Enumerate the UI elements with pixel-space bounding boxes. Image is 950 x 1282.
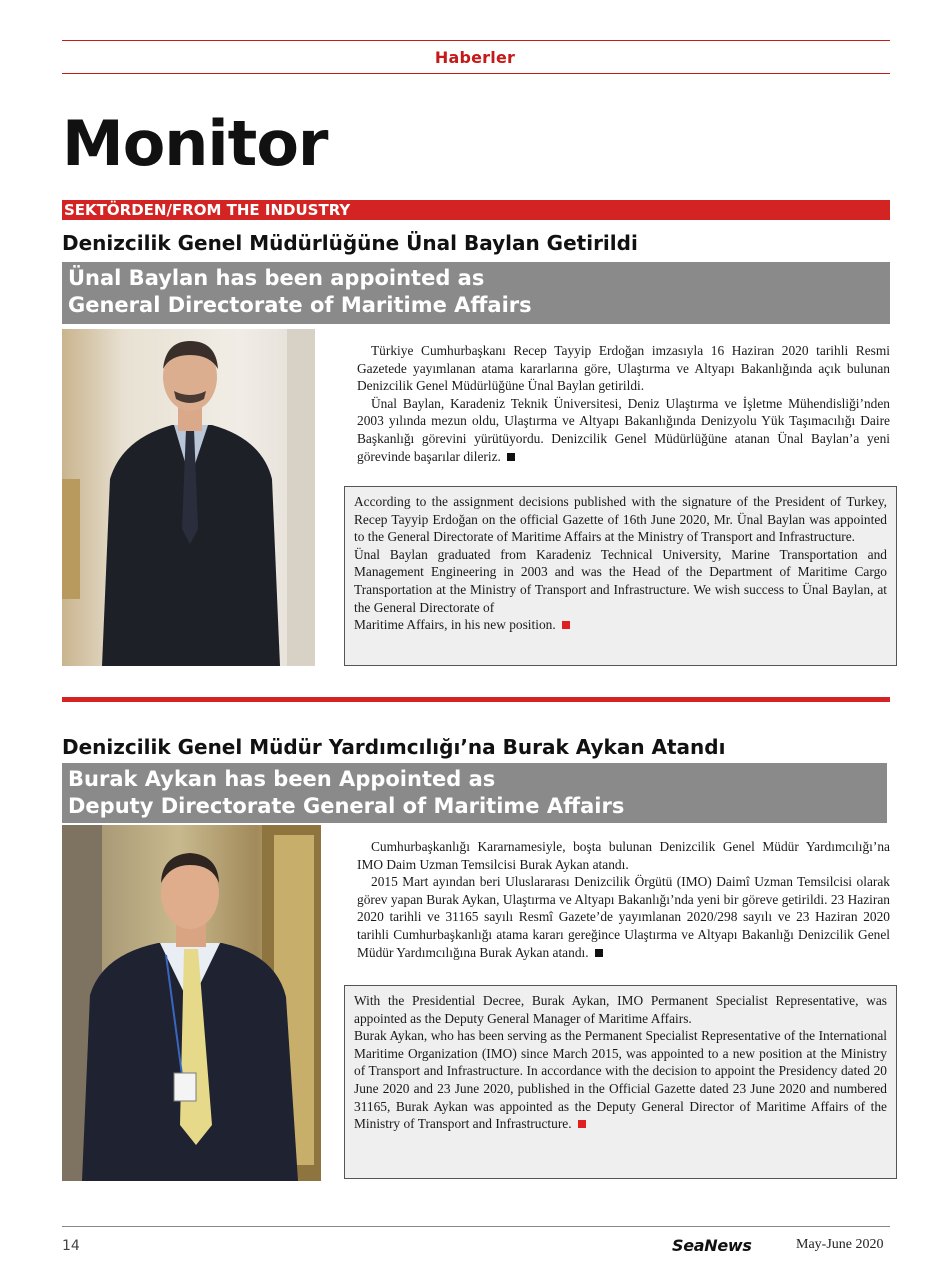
- article-2-en-title: [62, 763, 887, 823]
- category-bar: SEKTÖRDEN/FROM THE INDUSTRY: [62, 200, 890, 220]
- article-2-tr-paragraph: [357, 873, 890, 961]
- article-1-en-title: [62, 262, 890, 324]
- article-2-en-paragraph: With the Presidential Decree, Burak Aykan, IMO Permanent Specialist Representative, was appointed as the Deputy General Manager of Maritime Affairs.: [354, 993, 887, 1026]
- article-1-en-title-line1: Ünal Baylan has been appointed as: [68, 266, 485, 290]
- article-2-tr-paragraph-text: 2015 Mart ayından beri Uluslararası Denizcilik Örgütü (IMO) Daimî Uzman Temsilcisi olarak görev yapan Burak Aykan, Ulaştırma ve Altyapı Bakanlığı’nda yeni bir göreve getirildi. 23 Haziran 2020 tarihli ve 31165 sayılı Resmî Gazete’de yayımlanan 2020/298 sayılı ve 23 Haziran 2020 tarihli Cumhurbaşkanlığı atama kararı gereğince Ulaştırma ve Altyapı Bakanlığı Denizcilik Genel Müdür Yardımcılığına Burak Aykan atandı.: [357, 874, 890, 960]
- article-2-en-box: [344, 985, 897, 1179]
- article-1-en-paragraph: According to the assignment decisions published with the signature of the President of Turkey, Recep Tayyip Erdoğan on the official Gazette of 16th June 2020, Mr. Ünal Baylan was appointed to the General Directorate of Maritime Affairs at the Ministry of Transport and Infrastructure.: [354, 494, 887, 545]
- article-1-tr-title: Denizcilik Genel Müdürlüğüne Ünal Baylan Getirildi: [62, 231, 638, 255]
- header-top-rule: [62, 40, 890, 41]
- page-number: 14: [62, 1238, 80, 1254]
- end-mark-icon: [578, 1120, 586, 1128]
- article-2-en-paragraph: [354, 1027, 887, 1133]
- footer-rule: [62, 1226, 890, 1227]
- article-1-en-title-line2: General Directorate of Maritime Affairs: [68, 293, 532, 317]
- article-2-photo: [62, 825, 321, 1181]
- article-2-tr-paragraph: Cumhurbaşkanlığı Kararnamesiyle, boşta bulunan Denizcilik Genel Müdür Yardımcılığı’na IMO Daim Uzman Temsilcisi Burak Aykan atandı.: [357, 839, 890, 872]
- article-2-tr-title: Denizcilik Genel Müdür Yardımcılığı’na Burak Aykan Atandı: [62, 735, 726, 759]
- article-1-photo: [62, 329, 315, 666]
- portrait-photo-ünal-baylan: [62, 329, 315, 666]
- article-2-en-title-line1: Burak Aykan has been Appointed as: [68, 767, 496, 791]
- header-bottom-rule: [62, 73, 890, 74]
- issue-date: May-June 2020: [796, 1237, 884, 1252]
- article-1-en-paragraph-text: Maritime Affairs, in his new position.: [354, 617, 556, 633]
- page-title: Monitor: [62, 107, 328, 180]
- end-mark-icon: [595, 949, 603, 957]
- article-1-tr-paragraph-text: Ünal Baylan, Karadeniz Teknik Üniversitesi, Deniz Ulaştırma ve İşletme Mühendisliği’nden 2003 yılında mezun oldu, Ulaştırma ve Altyapı Bakanlığında Denizyolu Yük Taşımacılığı Daire Başkanlığı görevini yürütüyordu. Denizcilik Genel Müdürlüğüne atanan Ünal Baylan’a yeni görevinde başarılar dileriz.: [357, 395, 890, 464]
- article-2-en-title-line2: Deputy Directorate General of Maritime Affairs: [68, 794, 625, 818]
- article-1-tr-paragraph: [357, 395, 890, 465]
- article-2-tr-body: [357, 838, 890, 961]
- section-label: Haberler: [434, 48, 516, 67]
- article-1-en-paragraph: [354, 616, 887, 634]
- end-mark-icon: [562, 621, 570, 629]
- article-1-en-box: [344, 486, 897, 666]
- article-1-tr-paragraph: Türkiye Cumhurbaşkanı Recep Tayyip Erdoğan imzasıyla 16 Haziran 2020 tarihli Resmi Gazetede yayımlanan atama kararlarına göre, Ulaştırma ve Altyapı Bakanlığında açık bulunan Denizcilik Genel Müdürlüğüne Ünal Baylan getirildi.: [357, 343, 890, 394]
- end-mark-icon: [507, 453, 515, 461]
- portrait-photo-burak-aykan: [62, 825, 321, 1181]
- article-1-en-paragraph: Ünal Baylan graduated from Karadeniz Technical University, Marine Transportation and Management Engineering in 2003 and was the Head of the Department of Maritime Cargo Transportation at the Ministry of Transport and Infrastructure. We wish success to Ünal Baylan, at the General Directorate of: [354, 546, 887, 615]
- article-divider: [62, 697, 890, 702]
- brand-logo: SeaNews: [672, 1236, 752, 1255]
- article-1-tr-body: [357, 342, 890, 465]
- article-2-en-paragraph-text: Burak Aykan, who has been serving as the Permanent Specialist Representative of the International Maritime Organization (IMO) since March 2015, was appointed to a new position at the Ministry of Transport and Infrastructure. In accordance with the decision to appoint the Presidency dated 20 June 2020 and 23 June 2020, published in the Official Gazette dated 23 June 2020 and numbered 31165, Burak Aykan was appointed as the Deputy General Director of Maritime Affairs of the Ministry of Transport and Infrastructure.: [354, 1028, 887, 1132]
